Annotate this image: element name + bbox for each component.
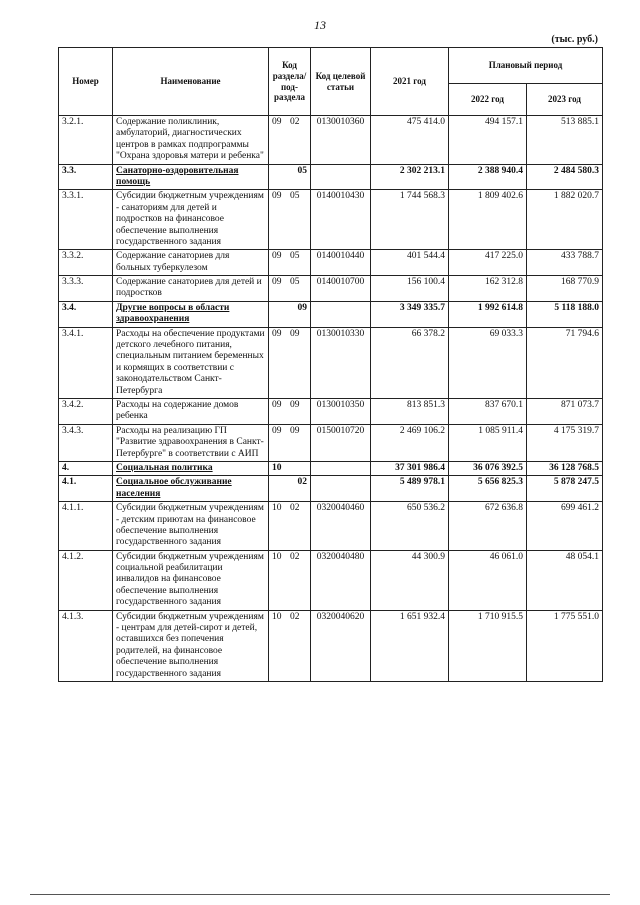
subsection-code: 09 bbox=[290, 328, 300, 339]
section-code: 10 bbox=[272, 611, 282, 622]
row-name: Содержание санаториев для детей и подростков bbox=[113, 276, 269, 302]
row-name: Содержание поликлиник, амбулаторий, диагностических центров в рамках подпрограммы "Охрана здоровья матери и ребенка" bbox=[113, 116, 269, 165]
row-value-2022: 36 076 392.5 bbox=[449, 461, 527, 475]
row-section-code bbox=[269, 550, 311, 610]
subsection-code: 05 bbox=[297, 165, 307, 176]
table-row bbox=[59, 116, 603, 165]
row-target-code bbox=[311, 461, 371, 475]
row-value-2023: 871 073.7 bbox=[527, 398, 603, 424]
table-row bbox=[59, 190, 603, 250]
row-section-code bbox=[269, 250, 311, 276]
row-target-code: 0130010350 bbox=[311, 398, 371, 424]
subsection-code: 02 bbox=[290, 611, 300, 622]
section-code: 09 bbox=[272, 328, 282, 339]
row-target-code: 0140010700 bbox=[311, 276, 371, 302]
row-section-code bbox=[269, 476, 311, 502]
row-value-2023: 36 128 768.5 bbox=[527, 461, 603, 475]
table-row bbox=[59, 327, 603, 398]
section-code: 09 bbox=[272, 191, 282, 202]
table-row bbox=[59, 250, 603, 276]
row-target-code bbox=[311, 164, 371, 190]
table-row bbox=[59, 164, 603, 190]
header-year-2023: 2023 год bbox=[527, 84, 603, 116]
row-value-2022: 1 809 402.6 bbox=[449, 190, 527, 250]
row-value-2023: 433 788.7 bbox=[527, 250, 603, 276]
row-name: Социальная политика bbox=[113, 461, 269, 475]
row-number: 3.3.3. bbox=[59, 276, 113, 302]
row-name: Расходы на обеспечение продуктами детского лечебного питания, специальным питанием беременных и кормящих в соответствии с законодательством Санкт-Петербурга bbox=[113, 327, 269, 398]
row-value-2022: 837 670.1 bbox=[449, 398, 527, 424]
table-row bbox=[59, 502, 603, 551]
row-name: Субсидии бюджетным учреждениям - санаториям для детей и подростков на финансовое обеспечение выполнения государственного задания bbox=[113, 190, 269, 250]
row-value-2021: 1 651 932.4 bbox=[371, 610, 449, 681]
row-value-2021: 66 378.2 bbox=[371, 327, 449, 398]
row-value-2022: 1 992 614.8 bbox=[449, 301, 527, 327]
units-label: (тыс. руб.) bbox=[551, 34, 598, 45]
section-code: 09 bbox=[272, 251, 282, 262]
row-number: 3.3.1. bbox=[59, 190, 113, 250]
row-name: Другие вопросы в области здравоохранения bbox=[113, 301, 269, 327]
header-year-2021: 2021 год bbox=[371, 48, 449, 116]
row-name: Расходы на содержание домов ребенка bbox=[113, 398, 269, 424]
subsection-code: 02 bbox=[290, 117, 300, 127]
row-value-2022: 162 312.8 bbox=[449, 276, 527, 302]
page-number: 13 bbox=[314, 18, 326, 32]
row-section-code bbox=[269, 327, 311, 398]
row-name: Санаторно-оздоровительная помощь bbox=[113, 164, 269, 190]
row-value-2022: 417 225.0 bbox=[449, 250, 527, 276]
section-code: 09 bbox=[272, 399, 282, 410]
table-row bbox=[59, 424, 603, 461]
row-value-2022: 69 033.3 bbox=[449, 327, 527, 398]
row-number: 3.4.3. bbox=[59, 424, 113, 461]
subsection-code: 05 bbox=[290, 191, 300, 202]
subsection-code: 02 bbox=[297, 477, 307, 488]
row-value-2021: 44 300.9 bbox=[371, 550, 449, 610]
row-value-2021: 1 744 568.3 bbox=[371, 190, 449, 250]
subsection-code: 09 bbox=[290, 399, 300, 410]
row-value-2021: 5 489 978.1 bbox=[371, 476, 449, 502]
bottom-rule bbox=[30, 894, 610, 895]
row-value-2021: 650 536.2 bbox=[371, 502, 449, 551]
row-value-2023: 4 175 319.7 bbox=[527, 424, 603, 461]
row-value-2021: 401 544.4 bbox=[371, 250, 449, 276]
row-number: 4. bbox=[59, 461, 113, 475]
header-planned-period: Плановый период bbox=[449, 48, 603, 84]
row-value-2023: 168 770.9 bbox=[527, 276, 603, 302]
table-body bbox=[59, 116, 603, 682]
row-value-2021: 475 414.0 bbox=[371, 116, 449, 165]
row-target-code: 0130010330 bbox=[311, 327, 371, 398]
row-value-2021: 156 100.4 bbox=[371, 276, 449, 302]
section-code: 09 bbox=[272, 117, 282, 127]
row-value-2023: 48 054.1 bbox=[527, 550, 603, 610]
table-row bbox=[59, 398, 603, 424]
row-section-code bbox=[269, 190, 311, 250]
row-target-code bbox=[311, 301, 371, 327]
row-name: Содержание санаториев для больных туберкулезом bbox=[113, 250, 269, 276]
row-target-code: 0130010360 bbox=[311, 116, 371, 165]
header-year-2022: 2022 год bbox=[449, 84, 527, 116]
row-value-2021: 2 469 106.2 bbox=[371, 424, 449, 461]
row-number: 3.4.2. bbox=[59, 398, 113, 424]
section-code: 09 bbox=[272, 277, 282, 288]
header-number: Номер bbox=[59, 48, 113, 116]
row-section-code bbox=[269, 398, 311, 424]
row-number: 4.1.3. bbox=[59, 610, 113, 681]
row-value-2023: 1 775 551.0 bbox=[527, 610, 603, 681]
table-row bbox=[59, 461, 603, 475]
row-value-2023: 699 461.2 bbox=[527, 502, 603, 551]
table-row bbox=[59, 476, 603, 502]
table-row bbox=[59, 301, 603, 327]
subsection-code: 09 bbox=[297, 302, 307, 313]
row-value-2023: 5 118 188.0 bbox=[527, 301, 603, 327]
budget-table bbox=[58, 47, 603, 682]
table-row bbox=[59, 276, 603, 302]
row-value-2021: 813 851.3 bbox=[371, 398, 449, 424]
row-target-code: 0320040620 bbox=[311, 610, 371, 681]
subsection-code: 05 bbox=[290, 277, 300, 288]
row-section-code bbox=[269, 116, 311, 165]
row-target-code: 0320040480 bbox=[311, 550, 371, 610]
row-section-code bbox=[269, 461, 311, 475]
row-value-2023: 2 484 580.3 bbox=[527, 164, 603, 190]
row-name: Субсидии бюджетным учреждениям социальной реабилитации инвалидов на финансовое обеспечение выполнения государственного задания bbox=[113, 550, 269, 610]
section-code: 10 bbox=[272, 462, 282, 473]
row-number: 4.1.2. bbox=[59, 550, 113, 610]
row-target-code: 0140010430 bbox=[311, 190, 371, 250]
row-name: Субсидии бюджетным учреждениям - детским приютам на финансовое обеспечение выполнения государственного задания bbox=[113, 502, 269, 551]
header-target-code: Код целевой статьи bbox=[311, 48, 371, 116]
row-value-2022: 672 636.8 bbox=[449, 502, 527, 551]
subsection-code: 02 bbox=[290, 503, 300, 514]
row-value-2022: 494 157.1 bbox=[449, 116, 527, 165]
row-value-2022: 5 656 825.3 bbox=[449, 476, 527, 502]
row-section-code bbox=[269, 610, 311, 681]
row-value-2022: 2 388 940.4 bbox=[449, 164, 527, 190]
row-value-2022: 46 061.0 bbox=[449, 550, 527, 610]
section-code: 09 bbox=[272, 425, 282, 436]
table-row bbox=[59, 550, 603, 610]
header-name: Наименование bbox=[113, 48, 269, 116]
row-number: 4.1.1. bbox=[59, 502, 113, 551]
row-section-code bbox=[269, 424, 311, 461]
row-value-2022: 1 710 915.5 bbox=[449, 610, 527, 681]
header-section-code: Код раздела/ под- раздела bbox=[269, 48, 311, 116]
subsection-code: 02 bbox=[290, 551, 300, 562]
row-name: Расходы на реализацию ГП "Развитие здравоохранения в Санкт-Петербурге" в соответствии с АИП bbox=[113, 424, 269, 461]
row-name: Социальное обслуживание населения bbox=[113, 476, 269, 502]
subsection-code: 09 bbox=[290, 425, 300, 436]
row-value-2021: 3 349 335.7 bbox=[371, 301, 449, 327]
row-target-code bbox=[311, 476, 371, 502]
row-value-2023: 5 878 247.5 bbox=[527, 476, 603, 502]
row-number: 3.3. bbox=[59, 164, 113, 190]
row-value-2023: 1 882 020.7 bbox=[527, 190, 603, 250]
row-number: 3.3.2. bbox=[59, 250, 113, 276]
row-section-code bbox=[269, 276, 311, 302]
row-section-code bbox=[269, 502, 311, 551]
row-value-2021: 2 302 213.1 bbox=[371, 164, 449, 190]
row-value-2023: 513 885.1 bbox=[527, 116, 603, 165]
row-name: Субсидии бюджетным учреждениям - центрам для детей-сирот и детей, оставшихся без попечения родителей, на финансовое обеспечение выполнения государственного задания bbox=[113, 610, 269, 681]
row-value-2023: 71 794.6 bbox=[527, 327, 603, 398]
row-value-2022: 1 085 911.4 bbox=[449, 424, 527, 461]
row-target-code: 0320040460 bbox=[311, 502, 371, 551]
row-number: 4.1. bbox=[59, 476, 113, 502]
row-value-2021: 37 301 986.4 bbox=[371, 461, 449, 475]
section-code: 10 bbox=[272, 503, 282, 514]
row-number: 3.4.1. bbox=[59, 327, 113, 398]
row-target-code: 0140010440 bbox=[311, 250, 371, 276]
row-target-code: 0150010720 bbox=[311, 424, 371, 461]
subsection-code: 05 bbox=[290, 251, 300, 262]
row-section-code bbox=[269, 301, 311, 327]
table-row bbox=[59, 610, 603, 681]
row-section-code bbox=[269, 164, 311, 190]
row-number: 3.2.1. bbox=[59, 116, 113, 165]
row-number: 3.4. bbox=[59, 301, 113, 327]
section-code: 10 bbox=[272, 551, 282, 562]
